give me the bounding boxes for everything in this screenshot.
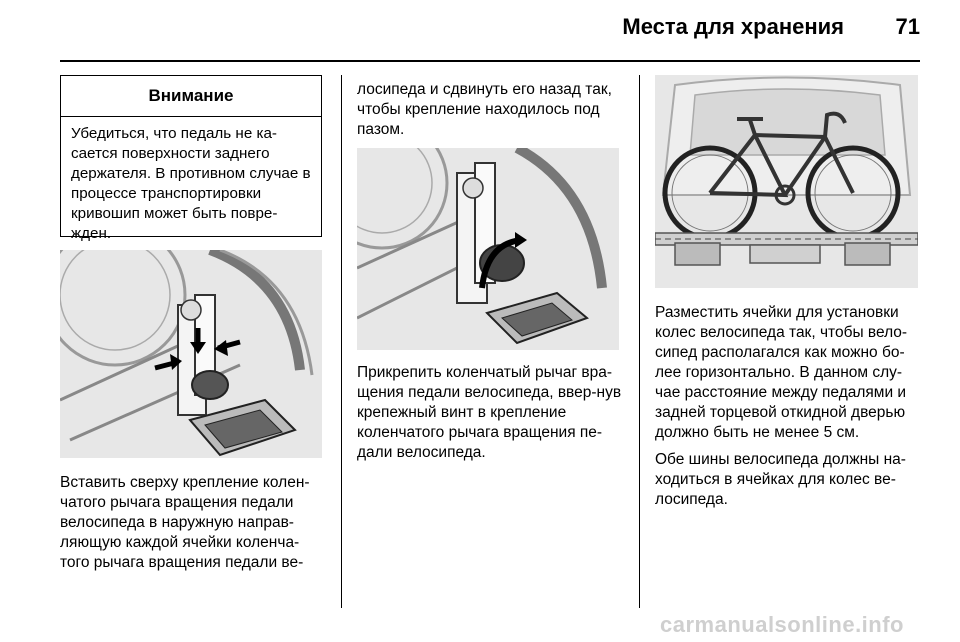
warning-box — [60, 75, 322, 242]
col2-paragraph-bottom: Прикрепить коленчатый рычаг вра-щения педали велосипеда, ввер-нув крепежный винт в крепление коленчатого рычага вращения пе-дали велосипеда. — [357, 364, 622, 461]
watermark: carmanualsonline.info — [660, 612, 904, 637]
page-header-title: Места для хранения — [622, 14, 844, 39]
col3-paragraph-1: Разместить ячейки для установки колес велосипеда так, чтобы вело-сипед располагался как можно бо-лее горизонтально. В данном слу-чае расстояние между педалями и задней торцевой откидной дверью должно быть не менее 5 см. — [655, 304, 908, 441]
column-divider — [341, 75, 342, 608]
page-number: 71 — [895, 14, 920, 39]
col2-paragraph-top: лосипеда и сдвинуть его назад так, чтобы крепление находилось под пазом. — [357, 81, 612, 138]
col1-paragraph: Вставить сверху крепление колен-чатого рычага вращения педали велосипеда в наружную направ-ляющую каждой ячейки коленча-того рычага вращения педали ве- — [60, 474, 310, 571]
header-rule — [60, 60, 920, 62]
column-divider — [639, 75, 640, 608]
pedal-crank-lever-illustration — [357, 148, 619, 350]
warning-title: Внимание — [61, 76, 321, 117]
bicycle-on-rear-carrier-illustration — [655, 75, 918, 288]
warning-text: Убедиться, что педаль не ка-сается поверхности заднего держателя. В противном случае в процессе транспортировки кривошип может быть повре-жден. — [71, 125, 311, 242]
pedal-mount-insert-illustration — [60, 250, 322, 458]
col3-paragraph-2: Обе шины велосипеда должны на-ходиться в ячейках для колес ве-лосипеда. — [655, 451, 906, 508]
